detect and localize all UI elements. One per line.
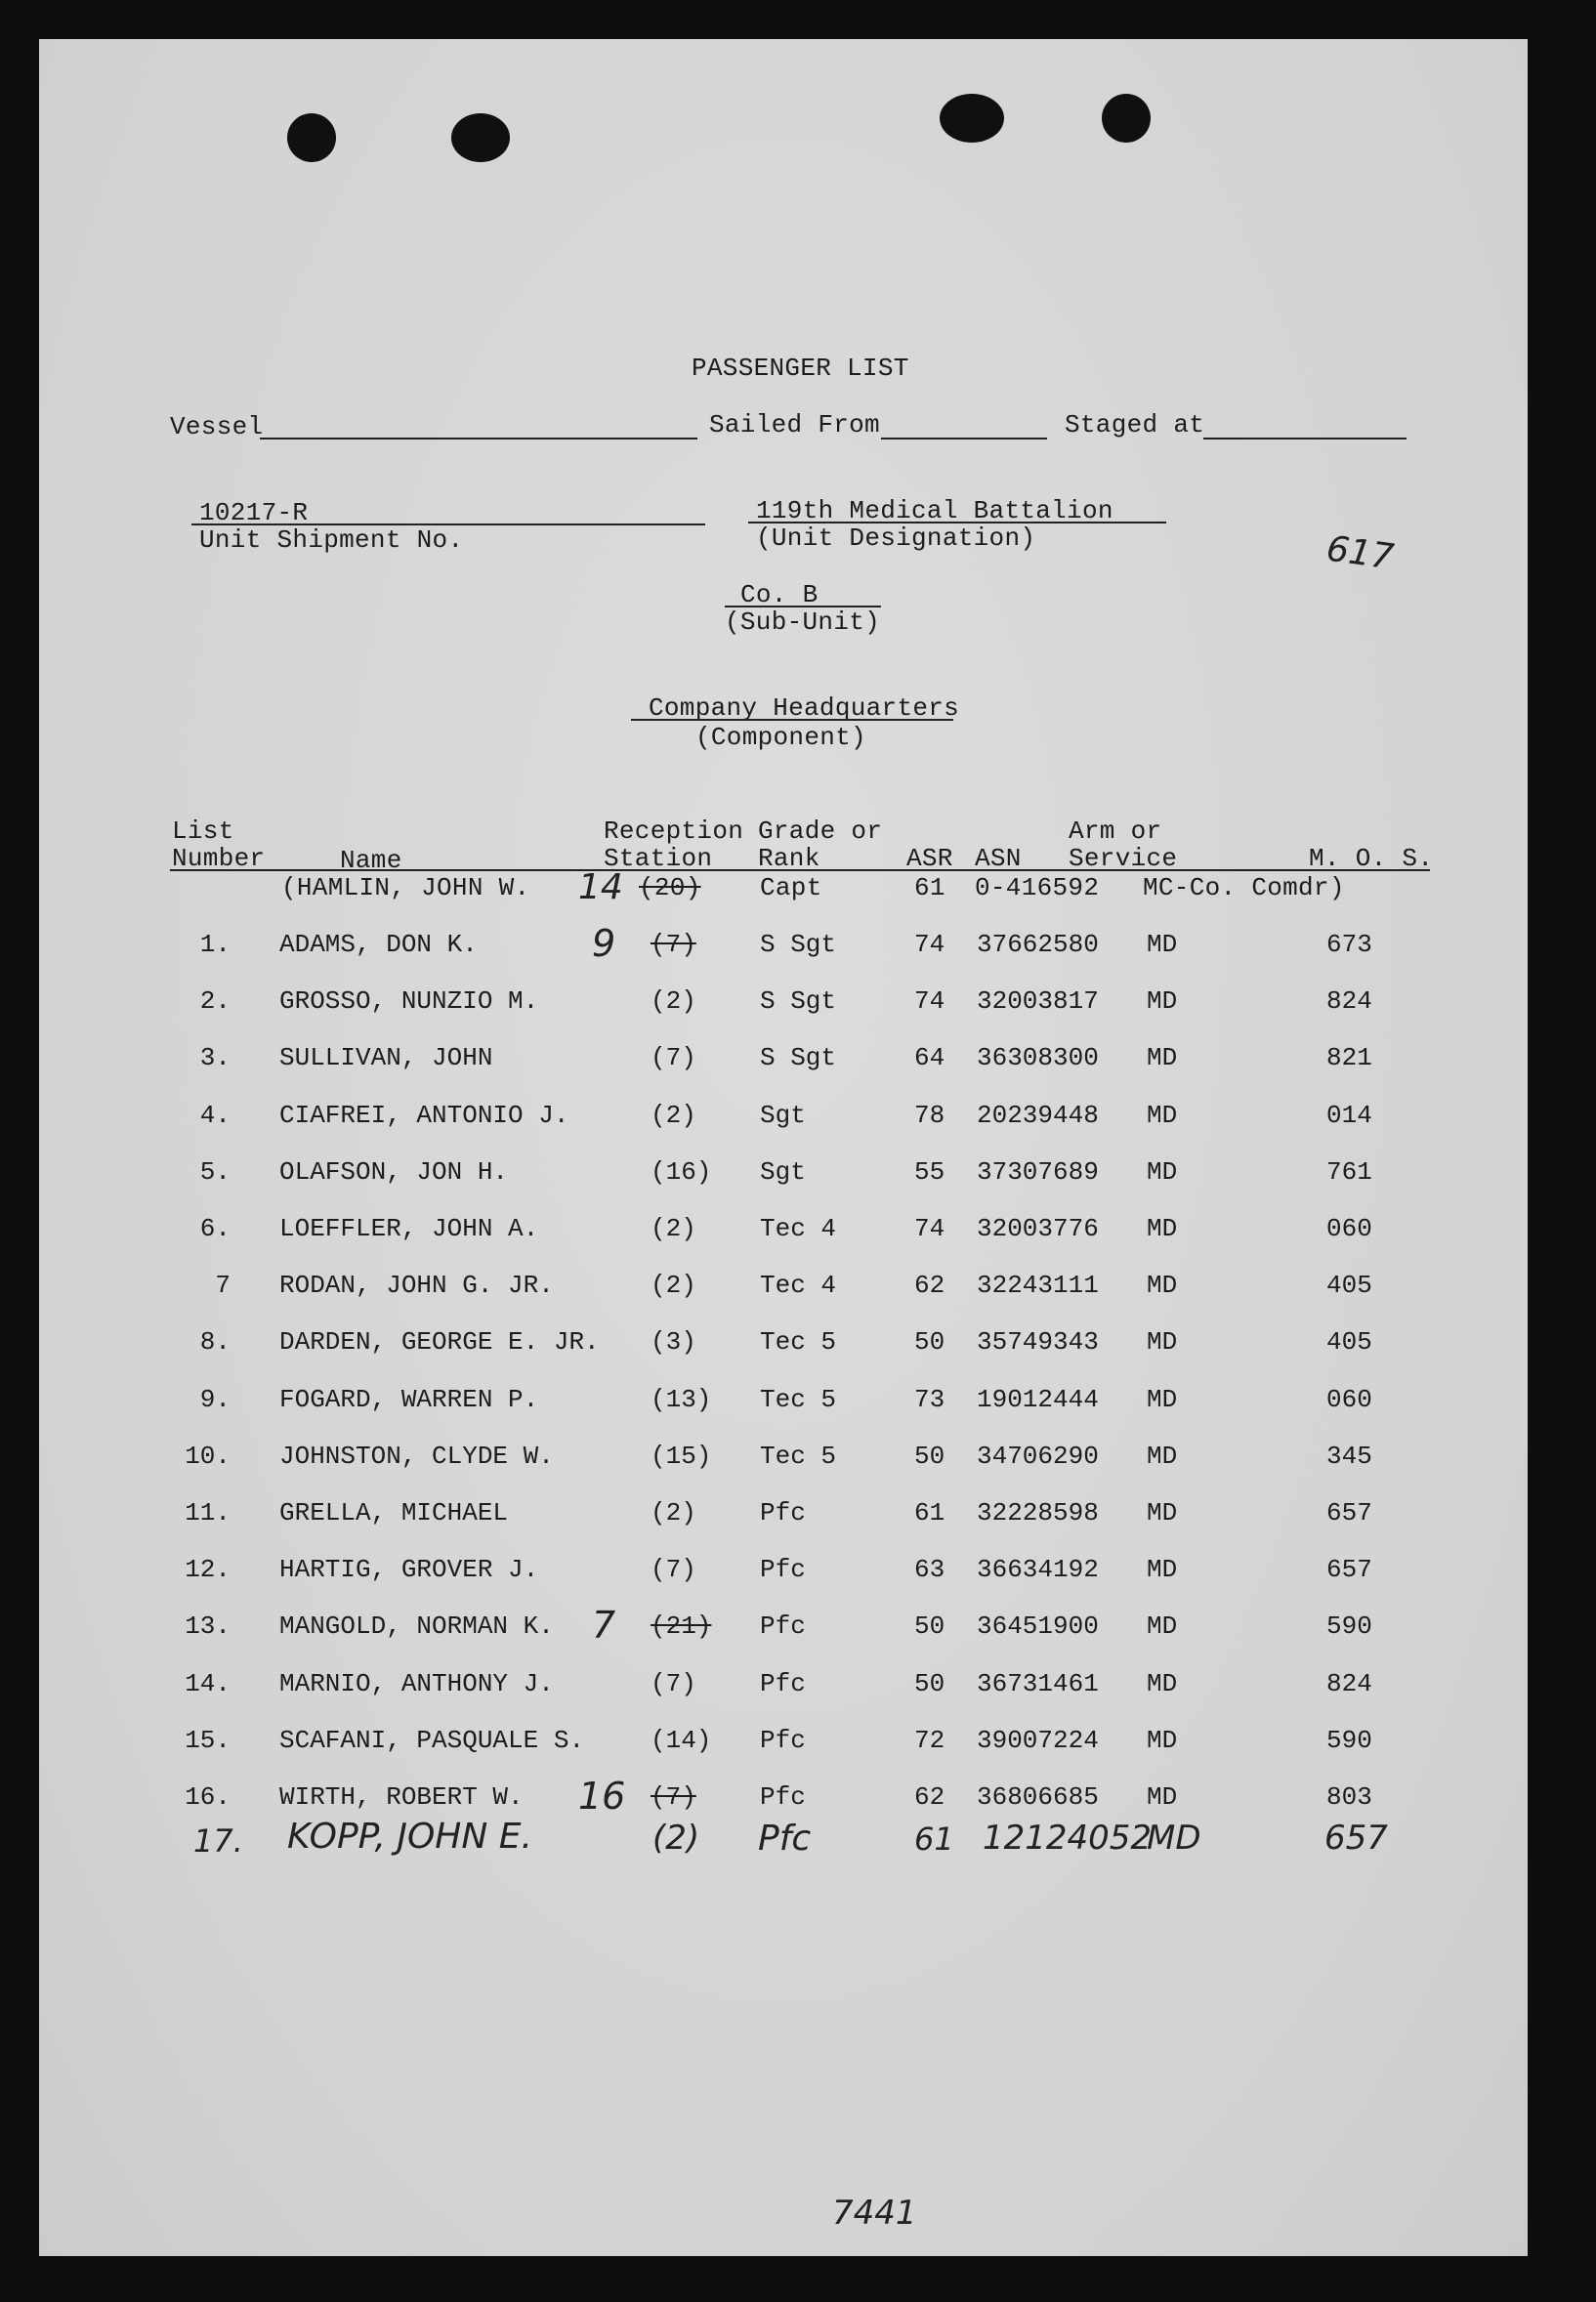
- row-mos: 060: [1326, 1214, 1372, 1243]
- row-station: (21): [651, 1611, 712, 1641]
- row-asr: 50: [914, 1669, 945, 1698]
- row-asr: 78: [914, 1101, 945, 1130]
- row-station: (7): [651, 1782, 696, 1812]
- row-asn: 36731461: [977, 1669, 1099, 1698]
- row-asr: 62: [914, 1782, 945, 1812]
- handwritten-footer-mark: 7441: [832, 2194, 917, 2233]
- row-mos: 824: [1326, 986, 1372, 1016]
- commander-name: (HAMLIN, JOHN W.: [281, 873, 530, 902]
- row-mos: 590: [1326, 1726, 1372, 1755]
- row-asn: 34706290: [977, 1442, 1099, 1471]
- component-label: (Component): [695, 723, 866, 752]
- row-service: MD: [1147, 1442, 1178, 1471]
- header-reception-station: Reception: [604, 816, 744, 846]
- row-name: OLAFSON, JON H.: [279, 1157, 509, 1187]
- row-rank: S Sgt: [760, 930, 837, 959]
- row-mos: 821: [1326, 1043, 1372, 1072]
- row-number: 8.: [199, 1327, 231, 1357]
- row-asr: 55: [914, 1157, 945, 1187]
- row-number: 11.: [185, 1498, 231, 1528]
- row-name: MARNIO, ANTHONY J.: [279, 1669, 554, 1698]
- punch-hole: [1102, 94, 1151, 143]
- row-mos: 060: [1326, 1385, 1372, 1414]
- sailed-from-line: [881, 438, 1047, 439]
- punch-hole: [940, 94, 1004, 143]
- row-mos: 657: [1324, 1819, 1388, 1858]
- row-number: 17.: [193, 1822, 243, 1860]
- row-name: GRELLA, MICHAEL: [279, 1498, 509, 1528]
- row-rank: S Sgt: [760, 986, 837, 1016]
- header-reception-station: Station: [604, 844, 713, 873]
- row-mos: 405: [1326, 1327, 1372, 1357]
- row-name: HARTIG, GROVER J.: [279, 1555, 539, 1584]
- row-station: (2): [651, 986, 696, 1016]
- header-list-number: List: [172, 816, 234, 846]
- row-asr: 62: [914, 1271, 945, 1300]
- row-asn: 19012444: [977, 1385, 1099, 1414]
- row-number: 15.: [185, 1726, 231, 1755]
- row-asr: 74: [914, 986, 945, 1016]
- row-name: RODAN, JOHN G. JR.: [279, 1271, 554, 1300]
- row-rank: Pfc: [760, 1498, 806, 1528]
- row-asr: 50: [914, 1442, 945, 1471]
- row-number: 10.: [185, 1442, 231, 1471]
- row-asn: 20239448: [977, 1101, 1099, 1130]
- row-station: (15): [651, 1442, 712, 1471]
- header-grade-rank: Rank: [758, 844, 820, 873]
- row-rank: Pfc: [758, 1819, 812, 1859]
- row-asn: 39007224: [977, 1726, 1099, 1755]
- handwritten-station-correction: 14: [578, 867, 623, 907]
- row-asn: 36308300: [977, 1043, 1099, 1072]
- row-rank: Pfc: [760, 1782, 806, 1812]
- row-rank: Pfc: [760, 1726, 806, 1755]
- row-name: GROSSO, NUNZIO M.: [279, 986, 539, 1016]
- vessel-label: Vessel: [170, 412, 264, 441]
- row-name: WIRTH, ROBERT W.: [279, 1782, 524, 1812]
- row-name: KOPP, JOHN E.: [287, 1817, 532, 1857]
- row-mos: 657: [1326, 1498, 1372, 1528]
- row-number: 12.: [185, 1555, 231, 1584]
- row-number: 3.: [199, 1043, 231, 1072]
- row-number: 9.: [199, 1385, 231, 1414]
- row-asn: 32228598: [977, 1498, 1099, 1528]
- row-number: 14.: [185, 1669, 231, 1698]
- header-grade-rank: Grade or: [758, 816, 883, 846]
- row-mos: 657: [1326, 1555, 1372, 1584]
- commander-rank: Capt: [760, 873, 822, 902]
- row-rank: Pfc: [760, 1669, 806, 1698]
- commander-station: (20): [639, 873, 701, 902]
- sub-unit: Co. B: [740, 580, 819, 609]
- row-service: MD: [1147, 986, 1178, 1016]
- row-rank: Tec 5: [760, 1385, 837, 1414]
- staged-at-label: Staged at: [1065, 410, 1205, 439]
- row-asn: 35749343: [977, 1327, 1099, 1357]
- row-station: (7): [651, 1555, 696, 1584]
- row-number: 13.: [185, 1611, 231, 1641]
- row-service: MD: [1147, 1385, 1178, 1414]
- row-service: MD: [1147, 1819, 1201, 1858]
- row-service: MD: [1147, 1555, 1178, 1584]
- row-asr: 61: [914, 1498, 945, 1528]
- row-asr: 64: [914, 1043, 945, 1072]
- row-mos: 761: [1326, 1157, 1372, 1187]
- row-name: CIAFREI, ANTONIO J.: [279, 1101, 569, 1130]
- row-number: 5.: [199, 1157, 231, 1187]
- row-mos: 824: [1326, 1669, 1372, 1698]
- row-asn: 36806685: [977, 1782, 1099, 1812]
- row-asr: 61: [914, 1821, 954, 1858]
- row-rank: Tec 5: [760, 1327, 837, 1357]
- row-asr: 72: [914, 1726, 945, 1755]
- punch-hole: [287, 113, 336, 162]
- row-mos: 673: [1326, 930, 1372, 959]
- row-name: ADAMS, DON K.: [279, 930, 478, 959]
- row-service: MD: [1147, 1669, 1178, 1698]
- header-asn: ASN: [975, 844, 1022, 873]
- commander-service: MC-Co. Comdr): [1143, 873, 1345, 902]
- row-rank: Sgt: [760, 1101, 806, 1130]
- row-rank: Tec 5: [760, 1442, 837, 1471]
- row-name: LOEFFLER, JOHN A.: [279, 1214, 539, 1243]
- header-mos: M. O. S.: [1309, 844, 1434, 873]
- unit-designation-label: (Unit Designation): [756, 523, 1036, 553]
- row-station: (16): [651, 1157, 712, 1187]
- row-name: JOHNSTON, CLYDE W.: [279, 1442, 554, 1471]
- row-number: 6.: [199, 1214, 231, 1243]
- vessel-line: [260, 438, 697, 439]
- row-asn: 32243111: [977, 1271, 1099, 1300]
- commander-asn: 0-416592: [975, 873, 1100, 902]
- row-asn: 32003776: [977, 1214, 1099, 1243]
- sub-unit-label: (Sub-Unit): [725, 607, 881, 637]
- row-station: (7): [651, 1669, 696, 1698]
- row-station: (14): [651, 1726, 712, 1755]
- row-asr: 50: [914, 1611, 945, 1641]
- row-rank: Tec 4: [760, 1271, 837, 1300]
- row-service: MD: [1147, 1726, 1178, 1755]
- row-asn: 36451900: [977, 1611, 1099, 1641]
- header-list-number: Number: [172, 844, 266, 873]
- row-asr: 73: [914, 1385, 945, 1414]
- row-station: (3): [651, 1327, 696, 1357]
- row-service: MD: [1147, 930, 1178, 959]
- row-asn: 37307689: [977, 1157, 1099, 1187]
- row-service: MD: [1147, 1611, 1178, 1641]
- row-service: MD: [1147, 1214, 1178, 1243]
- page-title: PASSENGER LIST: [692, 354, 909, 383]
- row-mos: 345: [1326, 1442, 1372, 1471]
- row-station: (2): [651, 1214, 696, 1243]
- handwritten-page-mark: 617: [1323, 528, 1397, 578]
- row-station: (2): [651, 1101, 696, 1130]
- row-number: 2.: [199, 986, 231, 1016]
- header-asr: ASR: [906, 844, 953, 873]
- unit-shipment-label: Unit Shipment No.: [199, 525, 464, 555]
- row-rank: S Sgt: [760, 1043, 837, 1072]
- header-arm-service: Arm or: [1069, 816, 1162, 846]
- row-service: MD: [1147, 1782, 1178, 1812]
- unit-designation: 119th Medical Battalion: [756, 496, 1113, 525]
- row-station: (2): [651, 1498, 696, 1528]
- row-name: SULLIVAN, JOHN: [279, 1043, 493, 1072]
- handwritten-station-correction: 9: [592, 922, 616, 965]
- row-asn: 36634192: [977, 1555, 1099, 1584]
- commander-asr: 61: [914, 873, 945, 902]
- punch-hole: [451, 113, 510, 162]
- row-number: 7: [215, 1271, 231, 1300]
- row-service: MD: [1147, 1043, 1178, 1072]
- row-service: MD: [1147, 1101, 1178, 1130]
- component-line: [631, 719, 953, 721]
- row-asr: 63: [914, 1555, 945, 1584]
- row-service: MD: [1147, 1327, 1178, 1357]
- row-station: (13): [651, 1385, 712, 1414]
- sailed-from-label: Sailed From: [709, 410, 880, 439]
- row-mos: 803: [1326, 1782, 1372, 1812]
- row-station: (2): [651, 1271, 696, 1300]
- handwritten-station-correction: 7: [592, 1604, 616, 1647]
- row-station: (2): [652, 1819, 700, 1858]
- handwritten-station-correction: 16: [578, 1775, 626, 1818]
- row-mos: 014: [1326, 1101, 1372, 1130]
- row-asn: 32003817: [977, 986, 1099, 1016]
- row-rank: Pfc: [760, 1555, 806, 1584]
- row-name: SCAFANI, PASQUALE S.: [279, 1726, 585, 1755]
- row-number: 4.: [199, 1101, 231, 1130]
- row-asr: 74: [914, 1214, 945, 1243]
- row-station: (7): [651, 930, 696, 959]
- unit-shipment-number: 10217-R: [199, 498, 309, 527]
- row-name: FOGARD, WARREN P.: [279, 1385, 539, 1414]
- row-mos: 405: [1326, 1271, 1372, 1300]
- component: Company Headquarters: [649, 693, 960, 723]
- row-name: MANGOLD, NORMAN K.: [279, 1611, 554, 1641]
- header-arm-service: Service: [1069, 844, 1178, 873]
- row-asn: 12124052: [983, 1819, 1153, 1858]
- row-name: DARDEN, GEORGE E. JR.: [279, 1327, 600, 1357]
- row-rank: Sgt: [760, 1157, 806, 1187]
- header-rule: [170, 869, 1430, 871]
- row-asn: 37662580: [977, 930, 1099, 959]
- row-asr: 50: [914, 1327, 945, 1357]
- row-asr: 74: [914, 930, 945, 959]
- row-service: MD: [1147, 1498, 1178, 1528]
- header-name: Name: [340, 846, 402, 875]
- row-service: MD: [1147, 1271, 1178, 1300]
- row-rank: Tec 4: [760, 1214, 837, 1243]
- row-rank: Pfc: [760, 1611, 806, 1641]
- row-station: (7): [651, 1043, 696, 1072]
- row-number: 16.: [185, 1782, 231, 1812]
- staged-at-line: [1203, 438, 1407, 439]
- row-mos: 590: [1326, 1611, 1372, 1641]
- row-number: 1.: [199, 930, 231, 959]
- row-service: MD: [1147, 1157, 1178, 1187]
- document-page: [39, 39, 1528, 2256]
